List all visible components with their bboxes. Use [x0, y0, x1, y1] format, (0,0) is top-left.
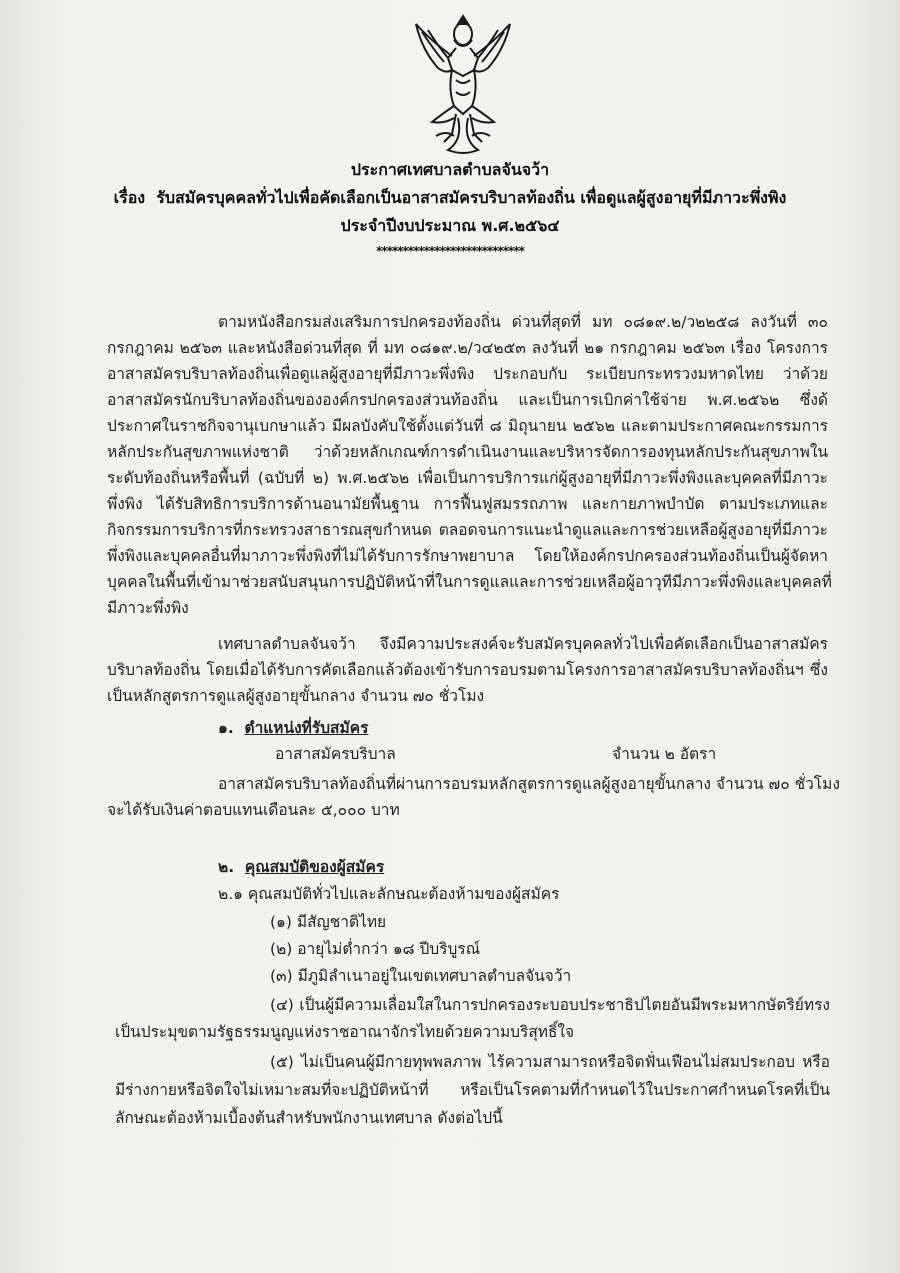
qualification-item: มีร่างกายหรือจิตใจไม่เหมาะสมที่จะปฏิบัติหน้าที่ หรือเป็นโรคตามที่กำหนดไว้ในประกาศกำหนดโรคที่เป็น — [115, 1081, 830, 1099]
section2-title: คุณสมบัติของผู้สมัคร — [244, 858, 385, 876]
para2-line: บริบาลท้องถิ่น โดยเมื่อได้รับการคัดเลือกแล้วต้องเข้ารับการอบรมตามโครงการอาสาสมัครบริบาลท้องถิ่นฯ ซึ่ง — [107, 661, 828, 679]
para1-line: กิจกรรมการบริการที่กระทรวงสาธารณสุขกำหนด ตลอดจนการแนะนำดูแลและการช่วยเหลือผู้สูงอายุที่มีภาวะ — [107, 521, 828, 539]
para1-line: พึ่งพิงและบุคคลอื่นที่มาภาวะพึ่งพิงที่ไม่ได้รับการรักษาพยาบาล โดยให้องค์กรปกครองส่วนท้องถิ่นเป็นผู้จัดหา — [107, 547, 828, 565]
para1-line: มีภาวะพึ่งพิง — [107, 599, 189, 617]
para1-line: อาสาสมัครนักบริบาลท้องถิ่นขององค์กรปกครองส่วนท้องถิ่น และเป็นการเบิกค่าใช้จ่าย พ.ศ.๒๕๖๒ ซึ่งด้ — [107, 391, 828, 409]
position-desc: อาสาสมัครบริบาลท้องถิ่นที่ผ่านการอบรมหลักสูตรการดูแลผู้สูงอายุขั้นกลาง จำนวน ๗๐ ชั่วโมง — [218, 775, 840, 793]
announcement-title: ประกาศเทศบาลตำบลจันจว้า — [350, 160, 550, 179]
para1-line: หลักประกันสุขภาพแห่งชาติ ว่าด้วยหลักเกณฑ์การดำเนินงานและบริหารจัดการองทุนหลักประกันสุขภาพใน — [107, 443, 828, 461]
para2-line: เทศบาลตำบลจันจว้า จึงมีความประสงค์จะรับสมัครบุคคลทั่วไปเพื่อคัดเลือกเป็นอาสาสมัคร — [218, 635, 828, 653]
subject-line — [0, 188, 900, 208]
section2-subheading: ๒.๑ คุณสมบัติทั่วไปและลักษณะต้องห้ามของผู้สมัคร — [218, 885, 560, 903]
para1-line: ระดับท้องถิ่นหรือพื้นที่ (ฉบับที่ ๒) พ.ศ.๒๕๖๒ เพื่อเป็นการบริการแก่ผู้สูงอายุที่มีภาวะพึ่งพิงและบุคคลที่มีภาวะ — [107, 469, 828, 487]
qualification-item: (๓) มีภูมิลำเนาอยู่ในเขตเทศบาลตำบลจันจว้า — [270, 967, 572, 985]
section2-heading — [218, 857, 384, 877]
section2-number: ๒. — [218, 858, 235, 876]
para1-line: ตามหนังสือกรมส่งเสริมการปกครองท้องถิ่น ด่วนที่สุดที่ มท ๐๘๑๙.๒/ว๒๒๕๘ ลงวันที่ ๓๐ — [218, 313, 828, 331]
para1-line: กรกฎาคม ๒๕๖๓ และหนังสือด่วนที่สุด ที่ มท ๐๘๑๙.๒/ว๔๒๕๓ ลงวันที่ ๒๑ กรกฎาคม ๒๕๖๓ เรื่อง โครงการ — [107, 339, 828, 357]
subject-text: รับสมัครบุคคลทั่วไปเพื่อคัดเลือกเป็นอาสาสมัครบริบาลท้องถิ่น เพื่อดูแลผู้สูงอายุที่มีภาวะพึ่งพิง — [156, 188, 787, 207]
qualification-item: ลักษณะต้องห้ามเบื้องต้นสำหรับพนักงานเทศบาล ดังต่อไปนี้ — [115, 1109, 503, 1127]
para1-line: บุคคลในพื้นที่เข้ามาช่วยสนับสนุนการปฏิบัติหน้าที่ในการดูแลและการช่วยเหลือผู้อาวุทีมีภาวะพึ่งพิงและบุคคลที่ — [107, 573, 832, 591]
para1-line: พึ่งพิง ได้รับสิทธิการบริการด้านอนามัยพื้นฐาน การฟื้นฟูสมรรถภาพ และกายภาพบำบัด ตามประเภทและ — [107, 495, 828, 513]
separator-stars: **************************** — [376, 244, 524, 258]
qualification-item: (๕) ไม่เป็นคนผู้มีกายทุพพลภาพ ไร้ความสามารถหรือจิตฟั่นเฟือนไม่สมประกอบ หรือ — [270, 1053, 830, 1071]
position-quota: จำนวน ๒ อัตรา — [612, 745, 717, 763]
position-name: อาสาสมัครบริบาล — [275, 745, 396, 763]
qualification-item: (๒) อายุไม่ต่ำกว่า ๑๘ ปีบริบูรณ์ — [270, 940, 481, 958]
para2-line: เป็นหลักสูตรการดูแลผู้สูงอายุขั้นกลาง จำนวน ๗๐ ชั่วโมง — [107, 687, 485, 705]
garuda-emblem-icon — [408, 10, 518, 160]
section1-number: ๑. — [218, 719, 234, 737]
fiscal-year: ประจำปีงบประมาณ พ.ศ.๒๕๖๔ — [340, 216, 560, 235]
para1-line: ประกาศในราชกิจจานุเบกษาแล้ว มีผลบังคับใช้ตั้งแต่วันที่ ๘ มิถุนายน ๒๕๖๒ และตามประกาศคณะกรรมการ — [107, 417, 829, 435]
para1-line: อาสาสมัครบริบาลท้องถิ่นเพื่อดูแลผู้สูงอายุที่มีภาวะพึ่งพิง ประกอบกับ ระเบียบกระทรวงมหาดไทย ว่าด้วย — [107, 365, 828, 383]
qualification-item: (๔) เป็นผู้มีความเลื่อมใสในการปกครองระบอบประชาธิปไตยอันมีพระมหากษัตริย์ทรง — [270, 996, 830, 1014]
subject-label: เรื่อง — [113, 188, 146, 207]
section1-heading — [218, 718, 368, 738]
qualification-item: (๑) มีสัญชาติไทย — [270, 913, 387, 931]
position-desc: จะได้รับเงินค่าตอบแทนเดือนละ ๕,๐๐๐ บาท — [107, 801, 400, 819]
qualification-item: เป็นประมุขตามรัฐธรรมนูญแห่งราชอาณาจักรไทยด้วยความบริสุทธิ์ใจ — [115, 1023, 575, 1041]
section1-title: ตำแหน่งที่รับสมัคร — [244, 719, 369, 737]
